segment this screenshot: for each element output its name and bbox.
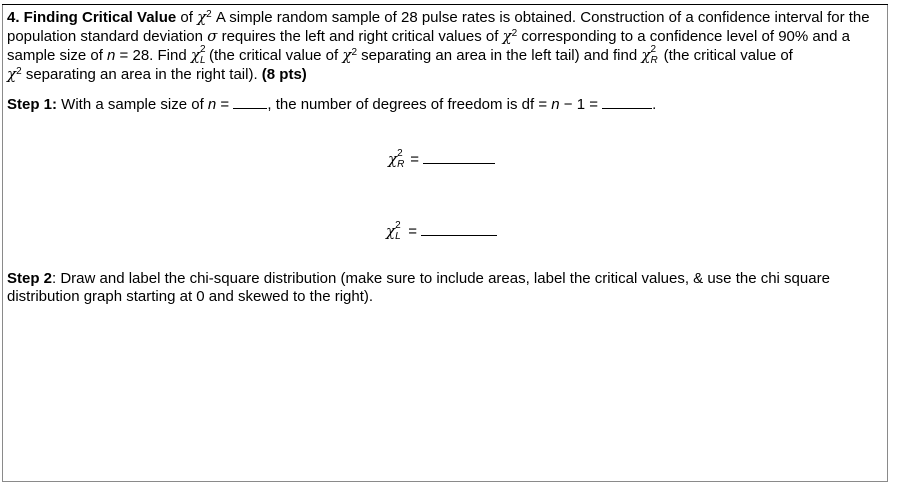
text-run: A simple random sample of 28 pulse rates is obtained. Construction of a confidence interval for the population standard deviation [7, 9, 870, 45]
sub-sup [395, 220, 404, 242]
text-run: − 1 = [559, 96, 603, 113]
superscript: 2 [650, 44, 657, 55]
chi-right-symbol: χ [641, 46, 651, 64]
sub-sup [650, 44, 659, 66]
text-run: (the critical value of [208, 47, 343, 64]
points-label: (8 pts) [261, 66, 307, 83]
problem-statement [7, 8, 887, 84]
sigma-symbol: σ [207, 27, 218, 45]
degrees-of-freedom-blank[interactable] [602, 96, 652, 109]
text-run: requires the left and right critical values of [217, 28, 503, 45]
chi-right-blank[interactable] [423, 151, 495, 164]
text-run: . [652, 96, 657, 113]
problem-title: 4. Finding Critical Value [7, 9, 177, 26]
subscript-r: R [650, 55, 658, 66]
superscript: 2 [199, 44, 206, 55]
step1-line [7, 96, 887, 114]
chi-symbol: χ [502, 27, 512, 45]
superscript: 2 [397, 148, 403, 159]
chi-left-symbol: χ [190, 46, 200, 64]
subscript-l: L [395, 231, 401, 242]
subscript-l: L [199, 55, 206, 66]
step2-label: Step 2 [7, 270, 53, 287]
superscript: 2 [395, 220, 401, 231]
subscript-r: R [397, 159, 405, 170]
step2-text: : Draw and label the chi-square distribution (make sure to include areas, label the critical values, & use the chi square distribution graph starting at 0 and skewed to the right). [7, 270, 830, 305]
equals-sign: = [404, 223, 422, 240]
text-run: separating an area in the left tail) and find [357, 47, 642, 64]
chi-left-equation [386, 222, 497, 241]
superscript: 2 [511, 28, 518, 39]
text-run: corresponding to a confidence level of 90% and a sample size of [7, 28, 850, 64]
step1-label: Step 1: [7, 96, 58, 113]
sample-size-blank[interactable] [233, 96, 267, 109]
chi-symbol: χ [386, 222, 396, 240]
chi-symbol: χ [388, 150, 398, 168]
box-top-rule [2, 4, 888, 5]
n-variable: n [107, 47, 116, 64]
text-run: separating an area in the right tail). [21, 66, 262, 83]
superscript: 2 [351, 47, 357, 58]
text-run: = [216, 96, 234, 113]
text-run: With a sample size of [57, 96, 208, 113]
chi-symbol: χ [7, 65, 17, 83]
text-run: of [176, 9, 198, 26]
chi-symbol: χ [197, 8, 207, 26]
sub-sup [199, 44, 209, 66]
superscript: 2 [206, 9, 212, 20]
n-variable: n [551, 96, 560, 113]
step2-paragraph [7, 270, 887, 306]
chi-left-blank[interactable] [421, 223, 497, 236]
chi-symbol: χ [342, 46, 352, 64]
superscript: 2 [16, 66, 22, 77]
n-variable: n [207, 96, 217, 113]
equals-sign: = [406, 151, 424, 168]
chi-right-equation [388, 150, 495, 169]
sub-sup [397, 148, 406, 170]
text-run: (the critical value of [659, 47, 793, 64]
text-run: = 28. Find [115, 47, 191, 64]
text-run: , the number of degrees of freedom is df = [267, 96, 552, 113]
